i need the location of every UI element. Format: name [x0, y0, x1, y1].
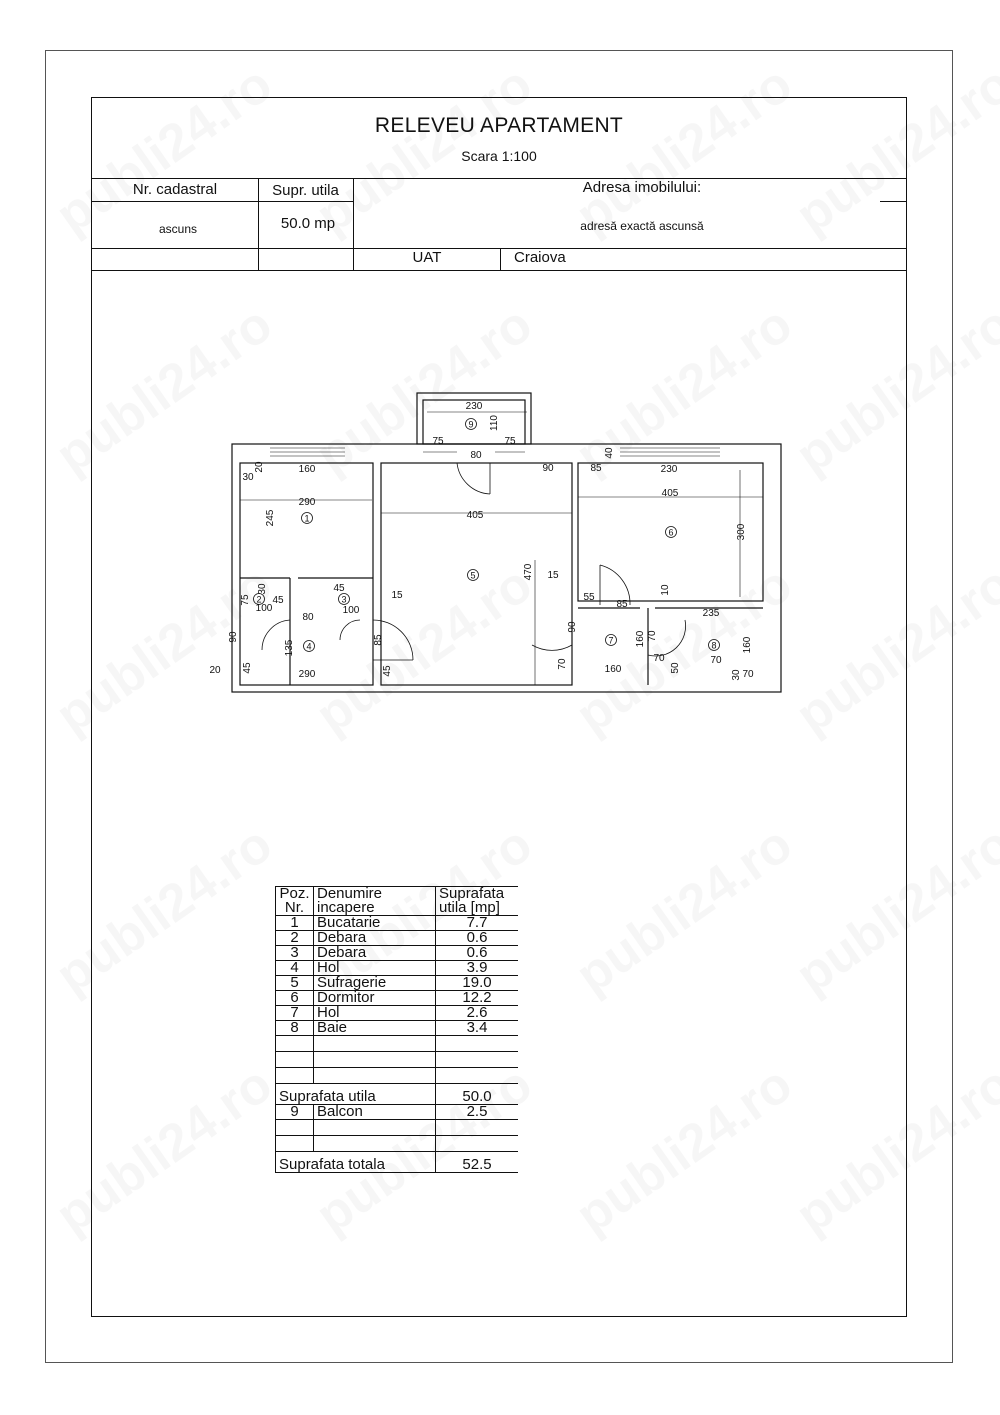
cadastral-value: ascuns [158, 222, 198, 236]
table-row [276, 1052, 519, 1068]
dimension-label: 110 [489, 415, 500, 431]
uat-label: UAT [412, 249, 442, 266]
empty-cell [276, 1068, 314, 1084]
dimension-label: 30 [257, 583, 268, 595]
dimension-label: 70 [742, 669, 754, 680]
address-label: Adresa imobilului: [582, 179, 702, 196]
table-header-row [276, 887, 519, 916]
grid-line [92, 201, 354, 202]
room-area: 0.6 [436, 931, 519, 946]
dimension-label: 70 [710, 655, 722, 666]
room-area: 0.6 [436, 946, 519, 961]
useful-area-label: Suprafata utila [276, 1084, 436, 1105]
floor-plan [200, 385, 800, 710]
room-area: 3.9 [436, 961, 519, 976]
header-poz [276, 887, 314, 916]
uat-value: Craiova [514, 249, 566, 266]
room-name: Debara [314, 946, 436, 961]
useful-area-row [276, 1084, 519, 1105]
dimension-label: 470 [523, 563, 534, 581]
balcony-row [276, 1105, 519, 1120]
dimension-label: 100 [342, 605, 360, 616]
area-table [275, 886, 518, 1173]
dimension-label: 45 [272, 595, 284, 606]
dimension-label: 15 [547, 570, 559, 581]
dimension-label: 15 [391, 590, 403, 601]
dimension-label: 245 [265, 509, 276, 527]
balcony-area: 2.5 [436, 1105, 519, 1120]
dimension-label: 85 [373, 634, 384, 646]
scale-label: Scara 1:100 [461, 148, 537, 164]
room-number: 3 [341, 594, 347, 605]
balcony-poz: 9 [276, 1105, 314, 1120]
room-poz: 5 [276, 976, 314, 991]
total-area-value: 52.5 [436, 1152, 519, 1173]
dimension-label: 90 [567, 621, 578, 633]
dimension-label: 20 [254, 461, 265, 473]
header-area-line1: Suprafata [439, 885, 505, 902]
room-area: 19.0 [436, 976, 519, 991]
header-area [436, 887, 519, 916]
dimension-label: 70 [557, 658, 568, 670]
empty-cell [276, 1036, 314, 1052]
empty-cell [314, 1068, 436, 1084]
table-row [276, 1068, 519, 1084]
grid-line [92, 270, 906, 271]
dimension-label: 160 [604, 664, 622, 675]
dimension-label: 405 [466, 510, 484, 521]
dimension-label: 75 [240, 594, 251, 606]
dimension-label: 80 [470, 450, 482, 461]
room-number: 8 [711, 640, 717, 651]
room-poz: 3 [276, 946, 314, 961]
room-number: 7 [608, 635, 614, 646]
empty-cell [314, 1052, 436, 1068]
dimension-label: 405 [661, 488, 679, 499]
dimension-label: 50 [670, 662, 681, 674]
balcony-name: Balcon [314, 1105, 436, 1120]
total-area-row [276, 1152, 519, 1173]
empty-cell [276, 1120, 314, 1136]
dimension-label: 20 [209, 665, 221, 676]
dimension-label: 100 [255, 603, 273, 614]
header-poz-line1: Poz. [279, 885, 310, 902]
room-number: 5 [470, 570, 476, 581]
total-area-label: Suprafata totala [276, 1152, 436, 1173]
table-row [276, 1120, 519, 1136]
plan-doors [262, 463, 686, 660]
room-number: 2 [256, 594, 262, 605]
dimension-label: 45 [333, 583, 345, 594]
room-number: 6 [668, 527, 674, 538]
room-area: 12.2 [436, 991, 519, 1006]
header-name [314, 887, 436, 916]
room-poz: 7 [276, 1006, 314, 1021]
dimension-label: 70 [647, 630, 658, 642]
dimension-label: 160 [742, 636, 753, 654]
dimension-label: 290 [298, 497, 316, 508]
dimension-label: 135 [284, 639, 295, 657]
area-value: 50.0 mp [280, 215, 336, 232]
dimension-label: 45 [242, 662, 253, 674]
grid-line [880, 201, 906, 202]
room-poz: 8 [276, 1021, 314, 1036]
dimension-label: 55 [583, 592, 595, 603]
room-number: 4 [306, 641, 312, 652]
room-number: 1 [304, 513, 310, 524]
empty-cell [314, 1136, 436, 1152]
dimension-label: 90 [542, 463, 554, 474]
room-name: Hol [314, 961, 436, 976]
room-name: Bucatarie [314, 916, 436, 931]
header-name-line2: incapere [317, 899, 375, 916]
empty-cell [314, 1036, 436, 1052]
empty-cell [436, 1136, 519, 1152]
dimension-label: 80 [302, 612, 314, 623]
table-row [276, 1136, 519, 1152]
address-value: adresă exactă ascunsă [580, 219, 704, 233]
dimension-label: 160 [298, 464, 316, 475]
cadastral-label: Nr. cadastral [132, 181, 218, 198]
empty-cell [314, 1120, 436, 1136]
empty-cell [276, 1052, 314, 1068]
room-poz: 2 [276, 931, 314, 946]
room-poz: 4 [276, 961, 314, 976]
room-poz: 1 [276, 916, 314, 931]
dimension-label: 40 [604, 447, 615, 459]
dimension-label: 300 [736, 523, 747, 541]
area-label: Supr. utila [272, 182, 339, 199]
dimension-label: 90 [228, 631, 239, 643]
room-name: Dormitor [314, 991, 436, 1006]
empty-cell [436, 1052, 519, 1068]
header-poz-line2: Nr. [284, 899, 305, 916]
empty-cell [436, 1036, 519, 1052]
dimension-label: 235 [702, 608, 720, 619]
table-row [276, 1036, 519, 1052]
room-area: 7.7 [436, 916, 519, 931]
room-area: 2.6 [436, 1006, 519, 1021]
room-name: Baie [314, 1021, 436, 1036]
dimension-label: 30 [242, 472, 254, 483]
empty-cell [276, 1136, 314, 1152]
dimension-label: 230 [465, 401, 483, 412]
dimension-label: 290 [298, 669, 316, 680]
empty-cell [436, 1068, 519, 1084]
dimension-label: 85 [590, 463, 602, 474]
header-name-line1: Denumire [317, 885, 383, 902]
dimension-label: 85 [616, 599, 628, 610]
dimension-label: 30 [731, 669, 742, 681]
dimension-label: 75 [432, 436, 444, 447]
empty-cell [436, 1120, 519, 1136]
plan-windows [240, 412, 763, 685]
dimension-label: 10 [660, 584, 671, 596]
dimension-label: 160 [635, 630, 646, 648]
dimension-label: 230 [660, 464, 678, 475]
dimension-label: 70 [653, 653, 665, 664]
room-name: Sufragerie [314, 976, 436, 991]
room-name: Debara [314, 931, 436, 946]
room-name: Hol [314, 1006, 436, 1021]
useful-area-value: 50.0 [436, 1084, 519, 1105]
document-title: RELEVEU APARTAMENT [374, 114, 624, 137]
plan-labels [209, 401, 754, 681]
header-area-line2: utila [mp] [439, 899, 500, 916]
dimension-label: 75 [504, 436, 516, 447]
grid-line [500, 248, 501, 270]
room-poz: 6 [276, 991, 314, 1006]
dimension-label: 45 [382, 665, 393, 677]
room-area: 3.4 [436, 1021, 519, 1036]
table-row [276, 1021, 519, 1036]
room-number: 9 [468, 419, 474, 430]
grid-line [92, 178, 906, 179]
